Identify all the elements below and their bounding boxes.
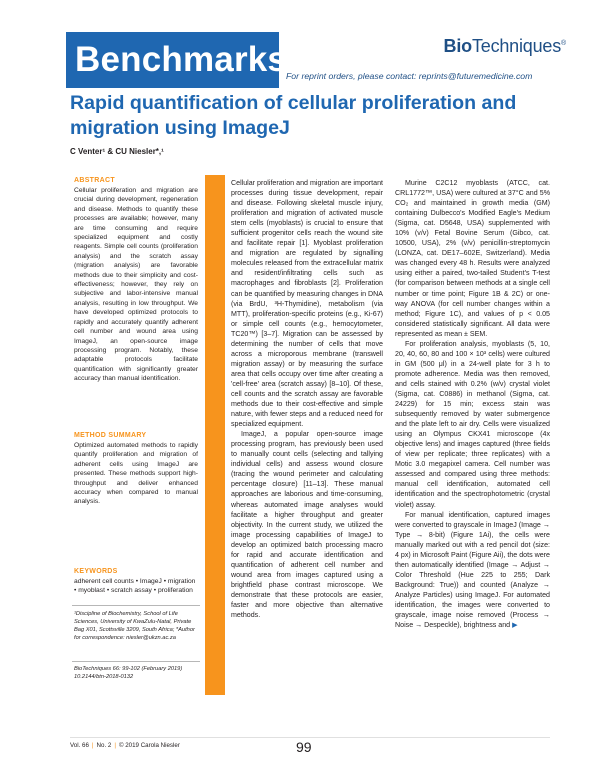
- citation-text: BioTechniques 66: 99-102 (February 2019): [74, 666, 183, 672]
- continue-arrow-icon: ▶: [512, 621, 518, 630]
- article-authors: C Venter¹ & CU Niesler*,¹: [70, 147, 164, 156]
- doi-link[interactable]: 10.2144/btn-2018-0132: [74, 674, 134, 680]
- body-paragraph: ImageJ, a popular open-source image processing program, has previously been used to manually count cells (selecting and tallying individual cells) and assess wound closure (tracing the wound perimeter and calculating percentage closure) [11–13]. These manual approaches are laborious and time-consuming, whereas automated image analyses would facilitate a higher throughput and greater objectivity. In the current study, we utilized the image processing capabilities of ImageJ to develop an optimized batch processing macro for rapid and accurate identification and quantification of adherent cell number and wound area from images captured using a brightfield phase contrast microscope. We demonstrate that these protocols are easier, faster and more objective than alternative methods.: [231, 430, 383, 620]
- footer-volume: Vol. 66: [70, 742, 89, 749]
- page-number: 99: [296, 739, 312, 755]
- method-summary-heading: METHOD SUMMARY: [74, 432, 147, 439]
- section-banner: Benchmarks: [66, 32, 279, 88]
- body-column-2: [395, 178, 550, 630]
- body-paragraph: Murine C2C12 myoblasts (ATCC, cat. CRL1772™, USA) were cultured at 37°C and 5% CO₂ and maintained in growth media (GM) containing Dulbecco's Modified Eagle's Medium (Sigma, cat. D5648, USA) supplemented with 10% (v/v) Fetal Bovine Serum (Gibco, cat. 10500, USA), 2% (v/v) penicillin-streptomycin (LONZA, cat. DE17–602E, Switzerland). Media was changed every 48 h. Results were analyzed using either a paired, two-tailed Student's T-test (for comparison between methods at a single cell number or time point; Figure 1B & 2C) or one-way ANOVA (for cell number changes within a method; Figure 1C), and values of p < 0.05 considered statistically significant. All data were represented as mean ± SEM.: [395, 179, 550, 338]
- reprint-contact: For reprint orders, please contact: reprints@futuremedicine.com: [286, 71, 533, 81]
- keywords-heading: KEYWORDS: [74, 568, 118, 575]
- footer-rule: [70, 737, 550, 738]
- sidebar-divider: [72, 605, 200, 606]
- journal-logo: BioTechniques®: [443, 36, 566, 56]
- body-paragraph: Cellular proliferation and migration are important processes during tissue development, repair and disease. Following skeletal muscle injury, proliferation and migration of activated muscle stem cells (myoblasts) is crucial to ensure that sufficient progenitor cells reach the wound site and facilitate repair [1]. Myoblast proliferation and migration are regulated by signalling molecules released from the extracellular matrix and resident/infiltrating cells such as macrophages and fibroblasts [2]. Proliferation can be quantified by measuring changes in DNA (via BrdU, ³H-Thymidine), metabolism (via MTT), proliferation-specific proteins (e.g., Ki-67) or simple cell counts (e.g., hemocytometer, TC20™) [3–7]. Migration can be assessed by determining the number of cells that move across a microporous membrane (transwell migration assay) or by measuring the surface area that cells occupy over time after creating a 'cell-free' area (scratch assay) [8–10]. Of these, cell counts and the scratch assay are favorable methods due to their cost-effective and simple nature, with fewer steps and a reduced need for specialized equipment.: [231, 179, 383, 429]
- body-paragraph: For proliferation analysis, myoblasts (5, 10, 20, 40, 60, 80 and 100 × 10³ cells) were cultured in GM (500 μl) in a 24-well plate for 3 h to promote adherence. Media was then removed, and cells stained with 0.2% (w/v) crystal violet (Sigma, cat. C0886) in methanol (Sigma, cat. 24229) for 15 min; excess stain was subsequently removed by water submergence and the plate left to air dry. Cells were visualized using an Olympus CKX41 microscope (4x objective lens) and images captured (three fields of view per replicate; three replicates) with a Motic 3.0 megapixel camera. Cell number was assessed and compared using three methods: manual cell identification, automated cell identification and the spectrophotometric (crystal violet) assay.: [395, 339, 550, 509]
- keywords-text: adherent cell counts • ImageJ • migration • myoblast • scratch assay • proliferation: [74, 578, 196, 595]
- accent-bar: [205, 175, 225, 695]
- affiliation-text: ¹Discipline of Biochemistry, School of Life Sciences, University of KwaZulu-Natal, Private Bag X01, Scottsville 3209, South Africa; *Author for correspondence: niesler@ukzn.ac.za: [74, 611, 195, 641]
- body-column-1: [231, 178, 383, 620]
- footer-issue: No. 2: [96, 742, 112, 749]
- article-title: Rapid quantification of cellular proliferation and migration using ImageJ: [70, 92, 517, 139]
- body-paragraph: For manual identification, captured images were converted to grayscale in ImageJ (Image → Type → 8-bit) (Figure 1Ai), the cells were manually marked out with a red pencil dot (size: 4 px) in Microsoft Paint (Figure Aii), the dots were then automatically identified (Image → Adjust → Color Threshold (Hue 225 to 255; Dark Background: True)) and counted (Analyze → Analyze Particles) using ImageJ. For automated identification, the images were converted to grayscale, image noise removed (Process → Noise → Despeckle), brightness and ▶: [395, 510, 550, 630]
- abstract-heading: ABSTRACT: [74, 177, 115, 184]
- sidebar-divider: [72, 661, 200, 662]
- method-summary-text: Optimized automated methods to rapidly quantify proliferation and migration of adherent cells using ImageJ are presented. These methods support high-throughput and deliver enhanced accuracy when compared to manual analysis.: [74, 442, 198, 506]
- footer-info: Vol. 66 | No. 2 | © 2019 Carola Niesler: [70, 742, 180, 749]
- footer-copyright: © 2019 Carola Niesler: [118, 742, 180, 749]
- abstract-text: Cellular proliferation and migration are crucial during development, regeneration and disease. Methods to quantify these processes are available; however, many are time consuming and require specialized equipment and costly reagents. Simple cell counts (proliferation analysis) and the scratch assay (migration analysis) are favorable methods due to their simplicity and cost-effectiveness; however, they rely on subjective and labor-intensive manual analysis, resulting in low throughput. We have developed optimized protocols to rapidly and accurately quantify adherent cell number and wound area using ImageJ, an open-source image processing program. Notably, these adaptable protocols facilitate quantification with significantly greater accuracy than manual identification.: [74, 187, 198, 383]
